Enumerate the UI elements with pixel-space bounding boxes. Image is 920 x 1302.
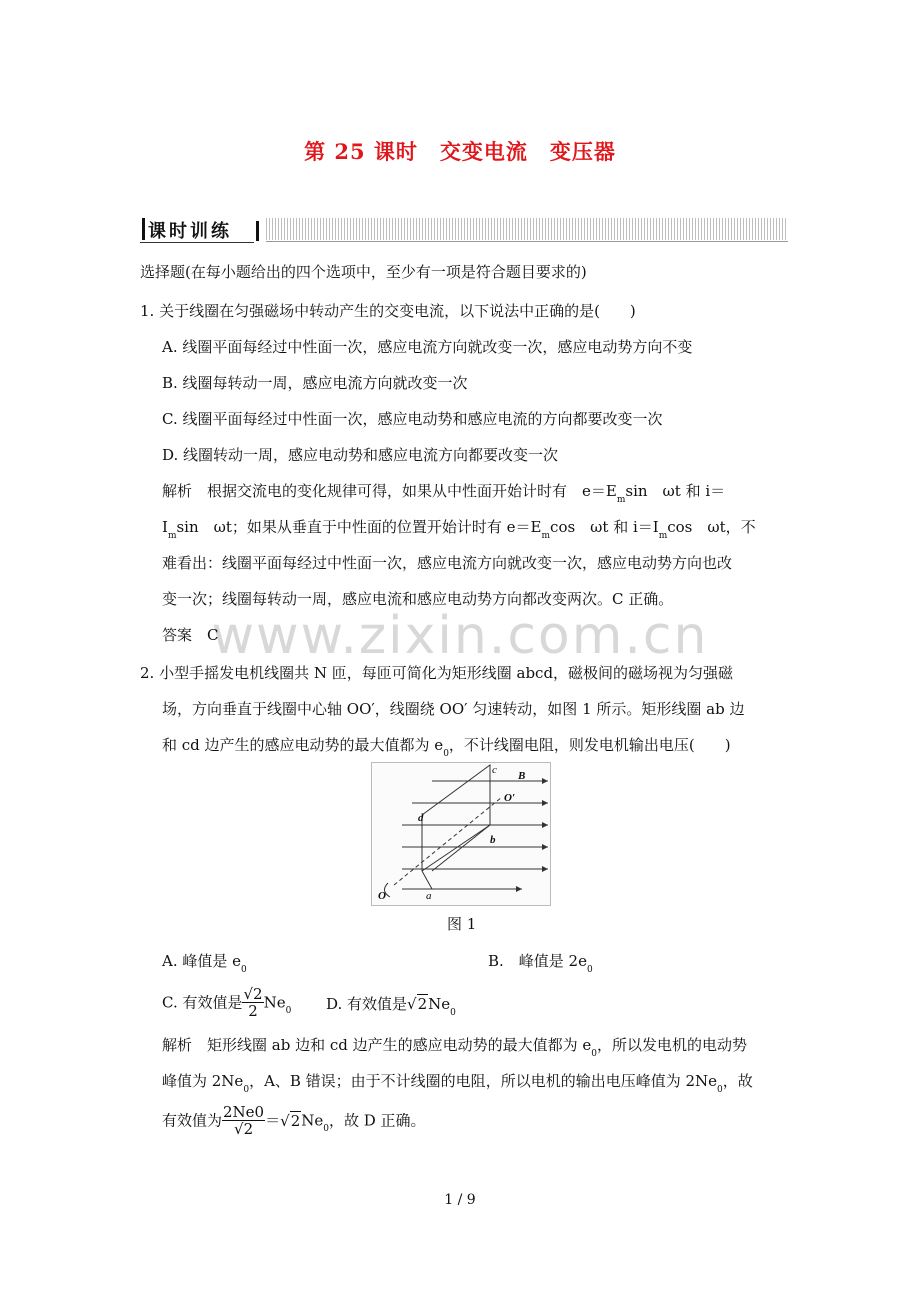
- label-b: b: [490, 834, 496, 846]
- label-a: a: [426, 890, 432, 902]
- q1-analysis-line1: 解析 根据交流电的变化规律可得，如果从中性面开始计时有 $e=E_m\sin$ ωt 和 i＝: [162, 482, 726, 505]
- q2-analysis-line2: 峰值为 $2Ne_0$，A、B 错误；由于不计线圈的电阻，所以电机的输出电压峰值为 $2Ne_0$，故: [162, 1072, 753, 1095]
- analysis-denominator: √2: [234, 1120, 254, 1138]
- q1-answer: 答案 C: [162, 626, 219, 644]
- q1-analysis-line4: 变一次；线圈每转动一周，感应电流和感应电动势方向都改变两次。C 正确。: [162, 590, 674, 608]
- q2-analysis-line1: 解析 矩形线圈 ab 边和 cd 边产生的感应电动势的最大值都为 $e_0$，所以发电机的电动势: [162, 1036, 748, 1059]
- q1-option-b: B. 线圈每转动一周，感应电流方向就改变一次: [162, 374, 468, 392]
- optc-numerator: √2: [243, 985, 263, 1003]
- figure-caption: 图 1: [447, 915, 477, 933]
- optc-denominator: 2: [248, 1002, 258, 1020]
- q2-stem-line3: 和 cd 边产生的感应电动势的最大值都为 $e_0$，不计线圈电阻，则发电机输出电压( ): [162, 736, 731, 759]
- label-d: d: [418, 812, 424, 824]
- banner-hatch: [266, 218, 788, 240]
- section-banner: [140, 214, 788, 244]
- banner-left-bar: [142, 218, 145, 240]
- q2-option-a: A. 峰值是 $e_0$: [162, 952, 247, 975]
- banner-right-bar: [256, 221, 259, 241]
- label-b-field: B: [518, 770, 526, 782]
- generator-diagram: [372, 763, 550, 905]
- label-c: c: [492, 764, 497, 776]
- q2-option-d: D. 有效值是$√2Ne_0$: [326, 995, 456, 1018]
- q2-stem-line1: 2. 小型手摇发电机线圈共 N 匝，每匝可简化为矩形线圈 abcd，磁极间的磁场视为匀强磁: [140, 664, 734, 682]
- q2-stem-line2: 场，方向垂直于线圈中心轴 OO′，线圈绕 OO′ 匀速转动，如图 1 所示。矩形线圈 ab 边: [162, 700, 745, 718]
- analysis-numerator: 2Ne0: [223, 1103, 265, 1121]
- q2-option-b: B. 峰值是 $2e_0$: [488, 952, 593, 975]
- page-number: 1 / 9: [444, 1192, 476, 1208]
- q2-analysis-line3: 有效值为 $\frac{2Ne0}{√2}$ $=√2Ne_0$，故 D 正确。: [162, 1103, 426, 1138]
- banner-rule: [266, 241, 788, 242]
- q1-option-d: D. 线圈转动一周，感应电动势和感应电流方向都要改变一次: [162, 446, 559, 464]
- q1-option-c: C. 线圈平面每经过中性面一次，感应电动势和感应电流的方向都要改变一次: [162, 410, 663, 428]
- watermark: www.zixin.com.cn: [211, 606, 709, 666]
- label-o-prime: O′: [504, 792, 516, 804]
- q2-option-c: C. 有效值是 $\frac{√2}{2}$ $Ne_0$: [162, 985, 292, 1020]
- banner-label: 课时训练: [148, 221, 232, 242]
- q1-stem: 1. 关于线圈在匀强磁场中转动产生的交变电流，以下说法中正确的是( ): [140, 302, 636, 320]
- q1-analysis-line3: 难看出：线圈平面每经过中性面一次，感应电流方向就改变一次，感应电动势方向也改: [162, 554, 733, 572]
- q1-analysis-line2: $I_m\sin$ ωt；如果从垂直于中性面的位置开始计时有 $e=E_m\cos$ ωt 和 $i=I_m\cos$ ωt，不: [162, 518, 756, 541]
- page-title: 第 25 课时 交变电流 变压器: [304, 139, 616, 164]
- q1-option-a: A. 线圈平面每经过中性面一次，感应电流方向就改变一次，感应电动势方向不变: [162, 338, 693, 356]
- generator-figure: [371, 762, 551, 906]
- label-o: O: [378, 890, 386, 902]
- intro-text: 选择题(在每小题给出的四个选项中，至少有一项是符合题目要求的): [140, 263, 587, 281]
